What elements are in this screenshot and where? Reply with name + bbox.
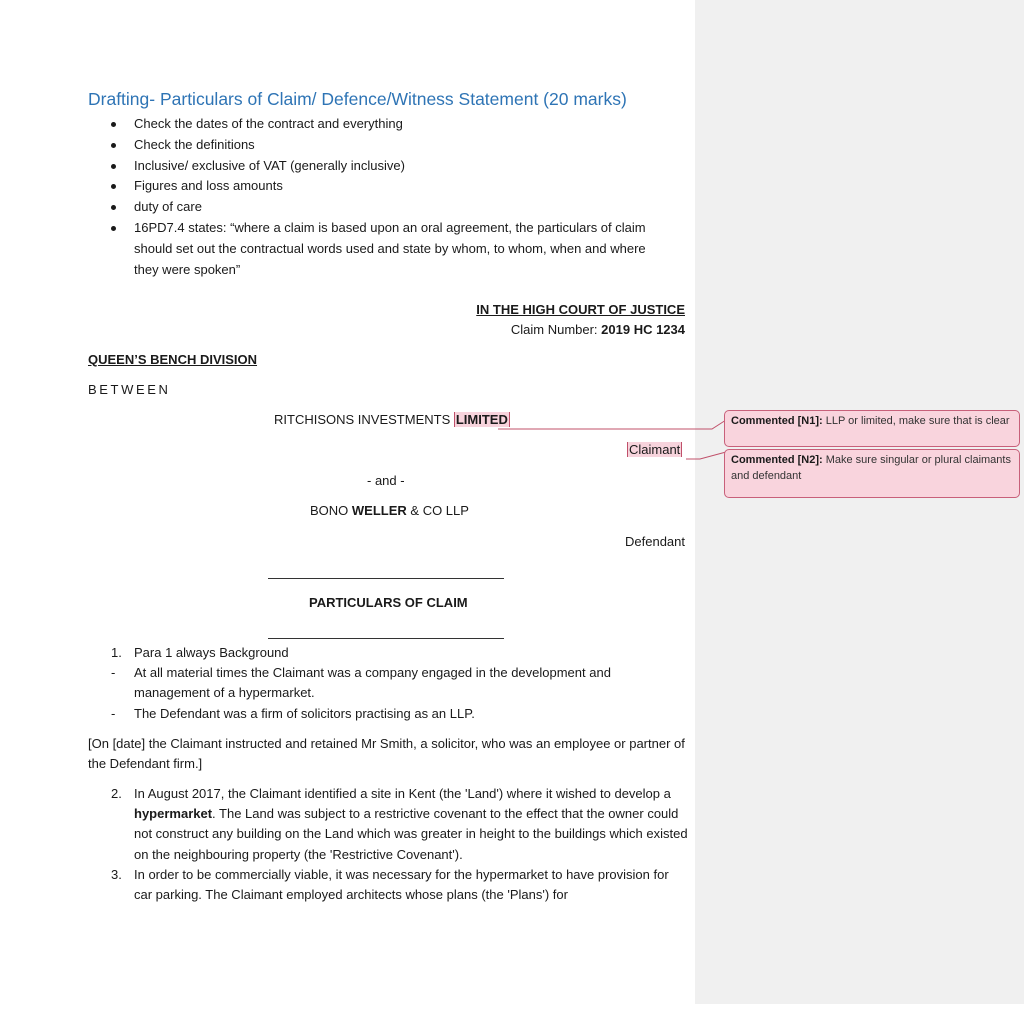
document-heading: Drafting- Particulars of Claim/ Defence/Witness Statement (20 marks): [88, 89, 627, 109]
bracketed-paragraph: [On [date] the Claimant instructed and retained Mr Smith, a solicitor, who was an employee or partner of the Defendant firm.]: [88, 736, 685, 772]
particulars-title: PARTICULARS OF CLAIM: [309, 595, 468, 610]
claim-number: Claim Number: 2019 HC 1234: [510, 322, 685, 337]
paragraph-item: 2. In August 2017, the Claimant identified a site in Kent (the 'Land') where it wished to develop a hypermarket. The Land was subject to a restrictive covenant to the effect that the owner could not construct any building on the Land which was greater in height to the buildings which existed on the neighbouring property (the 'Restrictive Covenant').: [111, 786, 688, 862]
checklist-item: Inclusive/ exclusive of VAT (generally inclusive): [108, 156, 678, 177]
defendant-name: BONO WELLER & CO LLP: [310, 503, 469, 518]
defendant-role: Defendant: [625, 534, 685, 549]
comment-balloon-n1[interactable]: Commented [N1]: LLP or limited, make sure that is clear: [724, 410, 1020, 447]
paragraph-subitem: - The Defendant was a firm of solicitors practising as an LLP.: [111, 705, 475, 721]
divider-line: [268, 638, 504, 639]
bullet-icon: [111, 122, 116, 127]
claimant-role: [627, 440, 682, 460]
checklist-item: duty of care: [108, 197, 678, 218]
checklist-item: Figures and loss amounts: [108, 176, 678, 197]
between-label: BETWEEN: [88, 382, 171, 397]
paragraph-item: 3. In order to be commercially viable, it was necessary for the hypermarket to have provision for car parking. The Claimant employed architects whose plans (the 'Plans') for: [111, 866, 669, 903]
paragraph-list-2: [108, 784, 688, 905]
and-separator: - and -: [367, 473, 405, 488]
bullet-icon: [111, 184, 116, 189]
comments-markup-pane: [695, 0, 1024, 1004]
comment-anchor-n1[interactable]: LIMITED: [455, 412, 508, 427]
checklist-item: 16PD7.4 states: “where a claim is based upon an oral agreement, the particulars of claim should set out the contractual words used and state by whom, to whom, when and where they were spoken”: [108, 218, 664, 280]
claimant-name: RITCHISONS INVESTMENTS LIMITED: [274, 412, 508, 427]
bullet-icon: [111, 143, 116, 148]
checklist-item: Check the dates of the contract and everything: [108, 114, 678, 135]
bullet-icon: [111, 164, 116, 169]
divider-line: [268, 578, 504, 579]
court-division: QUEEN’S BENCH DIVISION: [88, 352, 258, 367]
checklist: [108, 114, 678, 280]
paragraph-subitem: - At all material times the Claimant was a company engaged in the development and management of a hypermarket.: [111, 665, 611, 701]
bullet-icon: [111, 226, 116, 231]
bullet-icon: [111, 205, 116, 210]
court-title: IN THE HIGH COURT OF JUSTICE: [476, 302, 685, 317]
checklist-item: Check the definitions: [108, 135, 678, 156]
comment-anchor-n2[interactable]: Claimant: [629, 442, 681, 457]
paragraph-list-1: [108, 643, 688, 724]
paragraph-item: 1. Para 1 always Background: [111, 645, 289, 660]
comment-balloon-n2[interactable]: Commented [N2]: Make sure singular or plural claimants and defendant: [724, 449, 1020, 498]
